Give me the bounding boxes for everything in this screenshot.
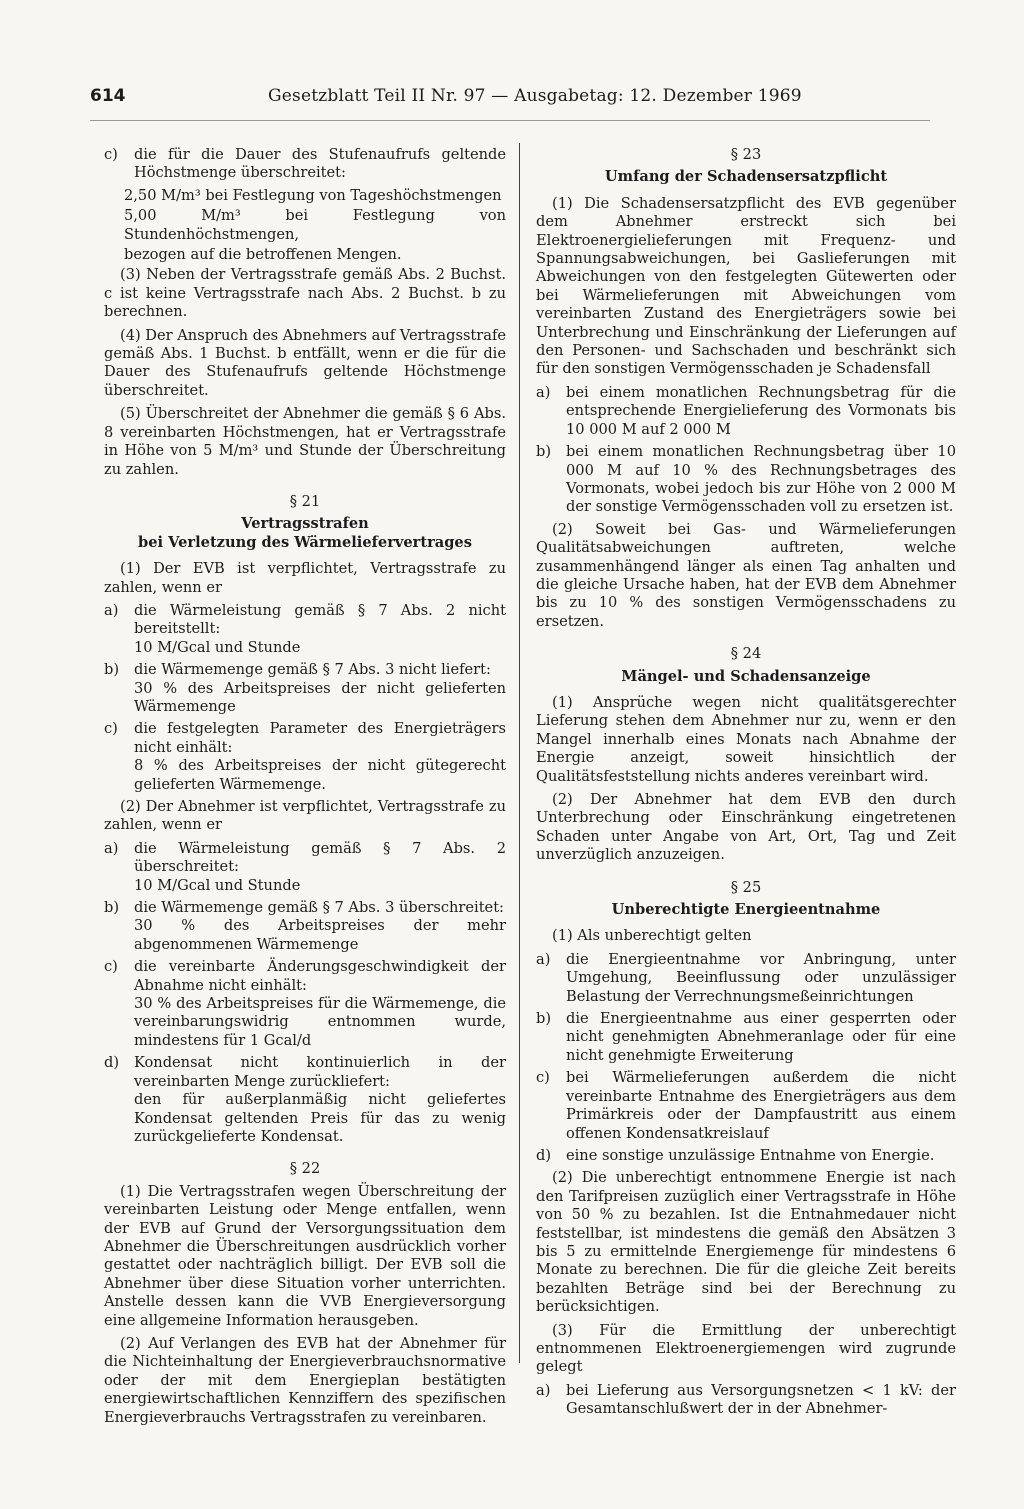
paragraph: (2) Auf Verlangen des EVB hat der Abnehmer für die Nichteinhaltung der Energieverbrauchsnormative oder der mit dem Energieplan bestätigten energiewirtschaftlichen Kennziffern des spezifischen Energieverbrauchs Vertragsstrafen zu vereinbaren. xyxy=(104,1334,506,1426)
paragraph: (2) Der Abnehmer ist verpflichtet, Vertragsstrafe zu zahlen, wenn er xyxy=(104,798,506,834)
paragraph: (1) Als unberechtigt gelten xyxy=(552,927,752,945)
list-item: c) die festgelegten Parameter des Energieträgers nicht einhält: 8 % des Arbeitspreises der nicht gütegerecht gelieferten Wärmemenge. xyxy=(104,720,506,793)
paragraph: (3) Für die Ermittlung der unberechtigt entnommenen Elektroenergiemengen wird zugrunde gelegt xyxy=(536,1321,956,1376)
clause-line: 5,00 M/m³ bei Festlegung von Stundenhöchstmengen, xyxy=(124,207,506,243)
list-item: b) die Wärmemenge gemäß § 7 Abs. 3 nicht liefert: 30 % des Arbeitspreises der nicht gelieferten Wärmemenge xyxy=(104,661,506,715)
page-header xyxy=(90,86,930,114)
list-item: a) die Wärmeleistung gemäß § 7 Abs. 2 nicht bereitstellt: 10 M/Gcal und Stunde xyxy=(104,601,506,656)
section-heading: Unberechtigte Energieentnahme xyxy=(611,901,881,919)
header-rule xyxy=(90,120,930,121)
paragraph: (1) Der EVB ist verpflichtet, Vertragsstrafe zu zahlen, wenn er xyxy=(104,560,506,596)
paragraph: (2) Der Abnehmer hat dem EVB den durch Unterbrechung oder Einschränkung eingetretenen Schaden unter Angabe von Art, Ort, Tag und Zeit unverzüglich anzuzeigen. xyxy=(536,791,956,864)
section-number: § 25 xyxy=(730,878,762,896)
clause-line: bezogen auf die betroffenen Mengen. xyxy=(124,246,402,264)
section-heading: Umfang der Schadensersatzpflicht xyxy=(604,168,888,186)
paragraph: (2) Die unberechtigt entnommene Energie ist nach den Tarifpreisen zuzüglich einer Vertragsstrafe in Höhe von 50 % zu bezahlen. Ist die Entnahmedauer nicht feststellbar, ist mindestens die gemäß den Absätzen 3 bis 5 zu ermittelnde Energiemenge für mindestens 6 Monate zu berechnen. Die für die gleiche Zeit bereits bezahlten Beträge sind bei der Berechnung zu berücksichtigen. xyxy=(536,1169,956,1316)
list-item: d) eine sonstige unzulässige Entnahme von Energie. xyxy=(536,1146,935,1164)
paragraph: (5) Überschreitet der Abnehmer die gemäß § 6 Abs. 8 vereinbarten Höchstmengen, hat er Vertragsstrafe in Höhe von 5 M/m³ und Stunde der Überschreitung zu zahlen. xyxy=(104,405,506,478)
list-item: b) die Energieentnahme aus einer gesperrten oder nicht genehmigten Abnehmeranlage oder für eine nicht genehmigte Erweiterung xyxy=(536,1010,956,1064)
list-item: a) bei einem monatlichen Rechnungsbetrag für die entsprechende Energielieferung des Vormonats bis 10 000 M auf 2 000 M xyxy=(536,383,956,438)
section-number: § 21 xyxy=(289,492,321,510)
section-heading: Vertragsstrafen bei Verletzung des Wärmeliefervertrages xyxy=(138,515,472,551)
list-item: d) Kondensat nicht kontinuierlich in der vereinbarten Menge zurückliefert: den für außerplanmäßig nicht geliefertes Kondensat geltenden Preis für das zu wenig zurückgelieferte Kondensat. xyxy=(104,1054,506,1145)
list-item: b) bei einem monatlichen Rechnungsbetrag über 10 000 M auf 10 % des Rechnungsbetrages des Vormonats, wobei jedoch bis zur Höhe von 2 000 M der sonstige Vermögensschaden voll zu ersetzen ist. xyxy=(536,443,956,516)
list-item: c) die für die Dauer des Stufenaufrufs geltende Höchstmenge überschreitet: xyxy=(104,146,506,182)
list-item: c) die vereinbarte Änderungsgeschwindigkeit der Abnahme nicht einhält: 30 % des Arbeitspreises für die Wärmemenge, die vereinbarungswidrig entnommen wurde, mindestens für 1 Gcal/d xyxy=(104,958,506,1049)
section-heading: Mängel- und Schadensanzeige xyxy=(621,667,871,685)
section-number: § 23 xyxy=(730,146,762,163)
list-item: b) die Wärmemenge gemäß § 7 Abs. 3 überschreitet: 30 % des Arbeitspreises der mehr abgenommenen Wärmemenge xyxy=(104,899,506,953)
left-column xyxy=(104,146,506,1432)
paragraph: (2) Soweit bei Gas- und Wärmelieferungen Qualitätsabweichungen auftreten, welche zusammenhängend länger als einen Tag anhalten und die gleiche Ursache haben, hat der EVB dem Abnehmer bis zu 10 % des sonstigen Vermögensschadens zu ersetzen. xyxy=(536,520,956,630)
paragraph: (1) Die Schadensersatzpflicht des EVB gegenüber dem Abnehmer erstreckt sich bei Elektroenergielieferungen mit Frequenz- und Spannungsabweichungen, bei Gaslieferungen mit Abweichungen von den festgelegten Gütewerten oder bei Wärmelieferungen mit Abweichungen vom vereinbarten Zustand des Energieträgers sowie bei Unterbrechung und Einschränkung der Lieferungen auf den Personen- und Sachschaden und beschränkt sich für den sonstigen Vermögensschaden je Schadensfall xyxy=(536,194,956,378)
section-number: § 24 xyxy=(730,645,762,663)
list-item: a) die Wärmeleistung gemäß § 7 Abs. 2 überschreitet: 10 M/Gcal und Stunde xyxy=(104,839,506,894)
paragraph: (1) Die Vertragsstrafen wegen Überschreitung der vereinbarten Leistung oder Menge entfallen, wenn der EVB auf Grund der Versorgungssituation dem Abnehmer die Überschreitungen ausdrücklich vorher gestattet oder nachträglich billigt. Der EVB soll die Abnehmer über diese Situation vorher unterrichten. Anstelle dessen kann die VVB Energieversorgung eine allgemeine Information herausgeben. xyxy=(104,1182,506,1329)
list-item: a) die Energieentnahme vor Anbringung, unter Umgehung, Beeinflussung oder unzulässiger Belastung der Verrechnungsmeßeinrichtungen xyxy=(536,950,956,1005)
list-item: a) bei Lieferung aus Versorgungsnetzen < 1 kV: der Gesamtanschlußwert der in der Abnehmer- xyxy=(536,1381,956,1418)
column-divider xyxy=(519,143,520,1363)
paragraph: (1) Ansprüche wegen nicht qualitätsgerechter Lieferung stehen dem Abnehmer nur zu, wenn er den Mangel innerhalb eines Monats nach Abnahme der Energie anzeigt, soweit hinsichtlich der Qualitätsfeststellung nichts anderes vereinbart wird. xyxy=(536,693,956,785)
clause-line: 2,50 M/m³ bei Festlegung von Tageshöchstmengen xyxy=(124,186,502,204)
page-title: Gesetzblatt Teil II Nr. 97 — Ausgabetag: 12. Dezember 1969 xyxy=(268,86,802,106)
paragraph: (4) Der Anspruch des Abnehmers auf Vertragsstrafe gemäß Abs. 1 Buchst. b entfällt, wenn er die für die Dauer des Stufenaufrufs geltende Höchstmenge überschreitet. xyxy=(104,326,507,399)
page-number: 614 xyxy=(90,86,126,106)
section-number: § 22 xyxy=(289,1160,321,1178)
list-item: c) bei Wärmelieferungen außerdem die nicht vereinbarte Entnahme des Energieträgers aus dem Primärkreis oder der Dampfaustritt aus einem offenen Kondensatkreislauf xyxy=(536,1069,956,1142)
paragraph: (3) Neben der Vertragsstrafe gemäß Abs. 2 Buchst. c ist keine Vertragsstrafe nach Abs. 2 Buchst. b zu berechnen. xyxy=(104,266,506,321)
right-column xyxy=(536,146,956,1423)
